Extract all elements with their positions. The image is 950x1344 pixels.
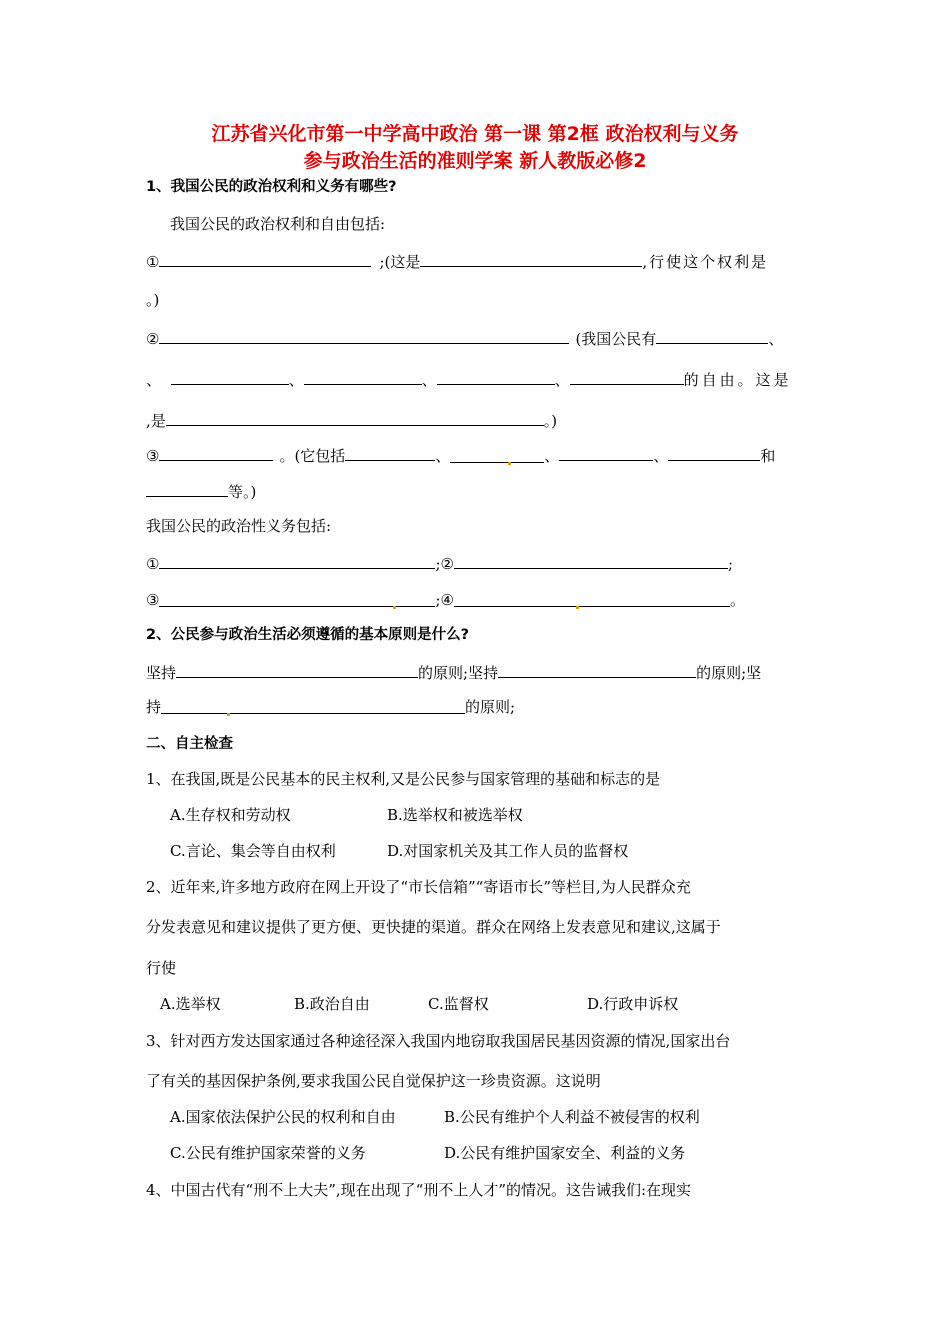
right-2-line2: 、 、 、 、 的自由。这是 [146, 368, 792, 390]
duties-intro: 我国公民的政治性义务包括: [146, 517, 332, 535]
q3-option-c[interactable]: C.公民有维护国家荣誉的义务 [170, 1144, 366, 1162]
principles-line2: 持 的原则; [146, 698, 516, 716]
document-title-line1: 江苏省兴化市第一中学高中政治 第一课 第2框 政治权利与义务 [211, 123, 739, 145]
answer-blank[interactable] [656, 327, 768, 344]
question-3-line1: 3、针对西方发达国家通过各种途径深入我国内地窃取我国居民基因资源的情况,国家出台 [146, 1032, 731, 1050]
q3-option-d[interactable]: D.公民有维护国家安全、利益的义务 [444, 1144, 686, 1162]
section3-heading: 二、自主检查 [146, 736, 233, 752]
answer-blank[interactable] [171, 368, 289, 385]
answer-blank[interactable] [161, 697, 465, 714]
answer-blank[interactable] [159, 590, 435, 607]
answer-blank[interactable] [159, 250, 371, 267]
answer-blank[interactable] [159, 444, 273, 461]
section1-heading: 1、我国公民的政治权利和义务有哪些? [146, 179, 397, 195]
answer-blank[interactable] [345, 444, 435, 461]
document-title-line2: 参与政治生活的准则学案 新人教版必修2 [303, 150, 647, 172]
duties-line1: ① ;② ; [146, 552, 733, 574]
principles-line1: 坚持 的原则;坚持 的原则;坚 [146, 661, 761, 683]
question-2-line1: 2、近年来,许多地方政府在网上开设了“市长信箱”“寄语市长”等栏目,为人民群众充 [146, 878, 691, 896]
q3-option-a[interactable]: A.国家依法保护公民的权利和自由 [170, 1108, 396, 1126]
answer-blank[interactable] [454, 590, 730, 607]
question-2-line2: 分发表意见和建议提供了更方便、更快捷的渠道。群众在网络上发表意见和建议,这属于 [146, 918, 721, 936]
answer-blank[interactable] [159, 327, 569, 344]
answer-blank[interactable] [176, 661, 418, 678]
q1-option-b[interactable]: B.选举权和被选举权 [387, 806, 523, 824]
answer-blank[interactable] [668, 444, 760, 461]
q1-option-d[interactable]: D.对国家机关及其工作人员的监督权 [387, 842, 629, 860]
right-1-line: ① ;(这是 ,行使这个权利是 [146, 250, 768, 272]
section2-heading: 2、公民参与政治生活必须遵循的基本原则是什么? [146, 627, 469, 643]
answer-blank[interactable] [159, 552, 435, 569]
answer-blank[interactable] [304, 368, 422, 385]
answer-blank[interactable] [420, 250, 642, 267]
right-3-line: ③ 。(它包括 、 、 、 和 [146, 444, 775, 466]
answer-blank[interactable] [570, 368, 684, 385]
q2-option-a[interactable]: A.选举权 [160, 995, 221, 1013]
question-2-line3: 行使 [146, 959, 177, 977]
answer-blank[interactable] [454, 552, 728, 569]
q2-option-d[interactable]: D.行政申诉权 [587, 995, 679, 1013]
right-2-line3: ,是 。) [146, 409, 557, 431]
answer-blank[interactable] [146, 480, 228, 497]
answer-blank[interactable] [450, 446, 544, 463]
rights-intro: 我国公民的政治权利和自由包括: [170, 215, 386, 233]
right-3-line2: 等。) [146, 480, 256, 502]
question-3-line2: 了有关的基因保护条例,要求我国公民自觉保护这一珍贵资源。这说明 [146, 1072, 601, 1090]
q2-option-b[interactable]: B.政治自由 [294, 995, 370, 1013]
answer-blank[interactable] [166, 409, 544, 426]
duties-line2: ③ ;④ 。 [146, 591, 745, 609]
question-1: 1、在我国,既是公民基本的民主权利,又是公民参与国家管理的基础和标志的是 [146, 770, 661, 788]
right-2-line: ② (我国公民有 、 [146, 327, 783, 349]
q3-option-b[interactable]: B.公民有维护个人利益不被侵害的权利 [444, 1108, 700, 1126]
q1-option-a[interactable]: A.生存权和劳动权 [170, 806, 291, 824]
question-4-line1: 4、中国古代有“刑不上大夫”,现在出现了“刑不上人才”的情况。这告诫我们:在现实 [146, 1181, 692, 1199]
right-1-end: 。) [146, 291, 160, 309]
answer-blank[interactable] [437, 368, 555, 385]
answer-blank[interactable] [559, 444, 653, 461]
q2-option-c[interactable]: C.监督权 [428, 995, 489, 1013]
answer-blank[interactable] [498, 661, 696, 678]
q1-option-c[interactable]: C.言论、集会等自由权利 [170, 842, 336, 860]
